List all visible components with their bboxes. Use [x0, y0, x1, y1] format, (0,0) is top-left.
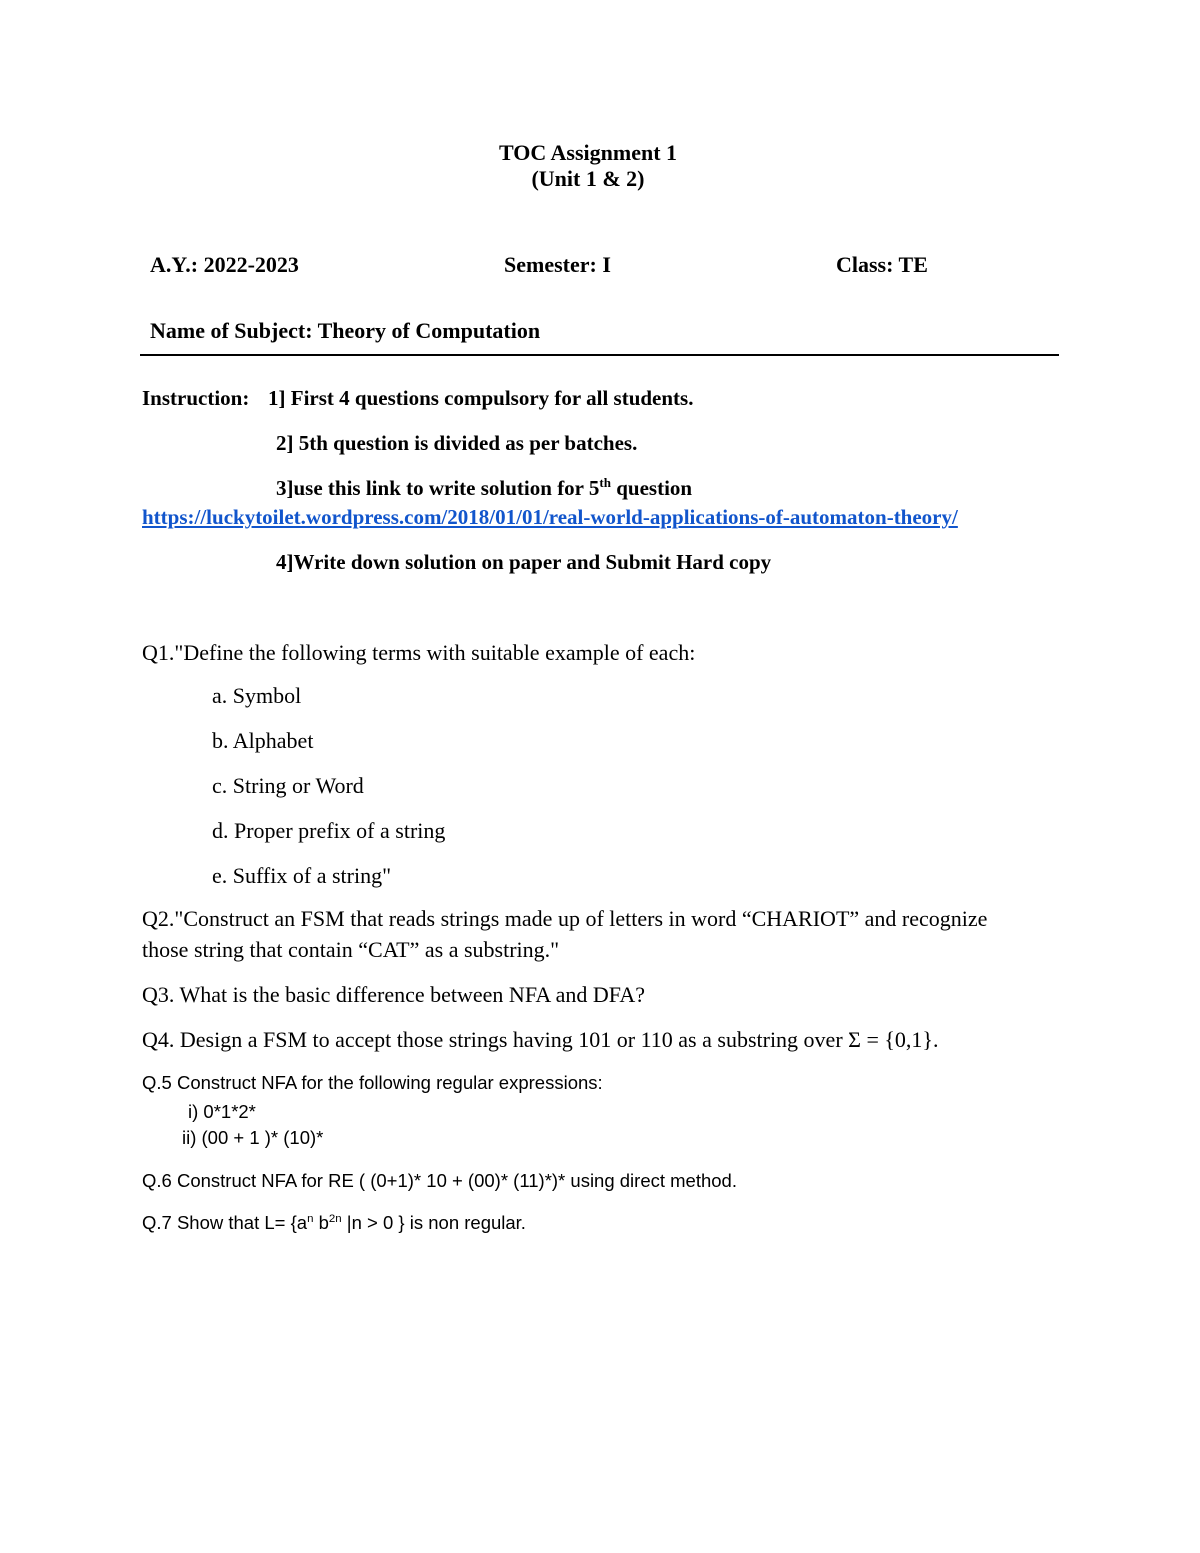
- question-7-b: b: [313, 1212, 329, 1233]
- instruction-3-sup: th: [599, 475, 611, 490]
- subject-name: Name of Subject: Theory of Computation: [150, 318, 541, 343]
- document-subtitle: (Unit 1 & 2): [531, 166, 645, 191]
- question-4: Q4. Design a FSM to accept those strings having 101 or 110 as a substring over Σ = {0,1}.: [142, 1027, 939, 1052]
- question-1-item: a. Symbol: [212, 683, 302, 708]
- question-1-item: e. Suffix of a string": [212, 863, 392, 888]
- question-1-item: d. Proper prefix of a string: [212, 818, 446, 843]
- question-2-line-1: Q2."Construct an FSM that reads strings made up of letters in word “CHARIOT” and recognize: [142, 906, 988, 931]
- instruction-4: 4]Write down solution on paper and Submit Hard copy: [276, 550, 772, 574]
- question-7-text: Q.7 Show that L= {a: [142, 1212, 308, 1233]
- question-7-exponent-n: n: [307, 1212, 314, 1225]
- question-7: [142, 1212, 526, 1234]
- question-7-tail: |n > 0 } is non regular.: [341, 1212, 526, 1233]
- question-1: Q1."Define the following terms with suitable example of each:: [142, 640, 696, 665]
- question-2-line-2: those string that contain “CAT” as a substring.": [142, 937, 560, 962]
- header-divider: [140, 354, 1059, 356]
- question-1-item: c. String or Word: [212, 773, 364, 798]
- class-name: Class: TE: [836, 252, 928, 277]
- question-5-part-i: i) 0*1*2*: [188, 1101, 256, 1122]
- instruction-3-tail: question: [610, 476, 693, 500]
- question-5-part-ii: ii) (00 + 1 )* (10)*: [182, 1127, 324, 1148]
- instruction-label: Instruction:: [142, 386, 250, 410]
- question-7-exponent-2n: 2n: [328, 1212, 342, 1225]
- question-5: Q.5 Construct NFA for the following regular expressions:: [142, 1072, 603, 1093]
- semester: Semester: I: [504, 252, 611, 277]
- instruction-3: [276, 476, 692, 501]
- question-6: Q.6 Construct NFA for RE ( (0+1)* 10 + (00)* (11)*)* using direct method.: [142, 1170, 737, 1191]
- question-1-item: b. Alphabet: [212, 728, 314, 753]
- academic-year: A.Y.: 2022-2023: [150, 252, 299, 277]
- instruction-1: 1] First 4 questions compulsory for all students.: [268, 386, 694, 410]
- instruction-2: 2] 5th question is divided as per batches.: [276, 431, 638, 455]
- document-title: TOC Assignment 1: [498, 140, 678, 165]
- solution-link[interactable]: https://luckytoilet.wordpress.com/2018/01/01/real-world-applications-of-automaton-theory/: [142, 505, 958, 529]
- instruction-3-text: 3]use this link to write solution for 5: [276, 476, 600, 500]
- question-3: Q3. What is the basic difference between NFA and DFA?: [142, 982, 646, 1007]
